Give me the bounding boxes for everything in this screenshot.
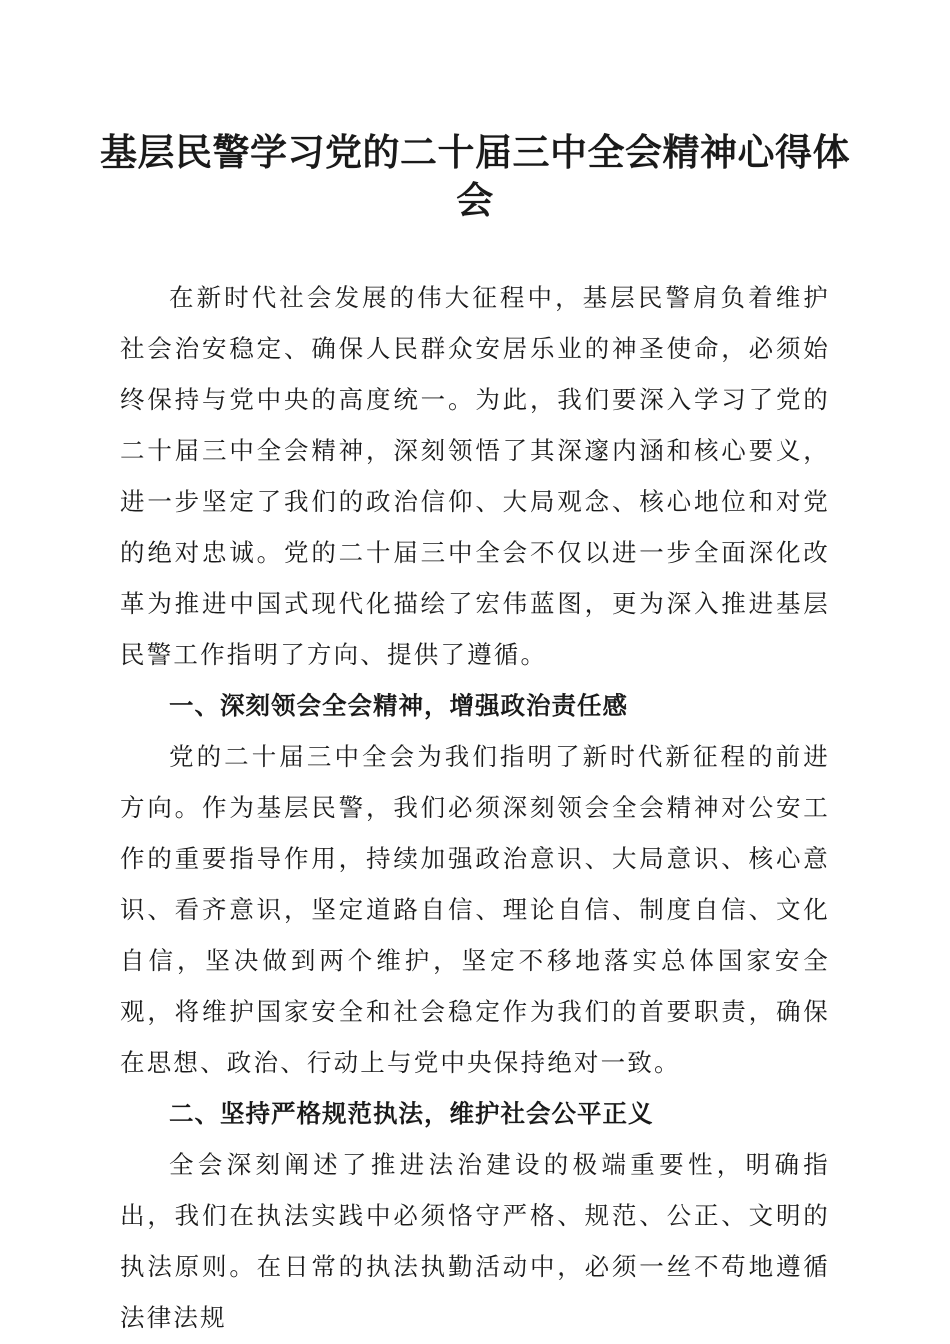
document-title: 基层民警学习党的二十届三中全会精神心得体会: [100, 130, 850, 222]
section-paragraph-2: 全会深刻阐述了推进法治建设的极端重要性，明确指出，我们在执法实践中必须恪守严格、规范、公正、文明的执法原则。在日常的执法执勤活动中，必须一丝不苟地遵循法律法规: [120, 1150, 830, 1332]
section-paragraph-1: 党的二十届三中全会为我们指明了新时代新征程的前进方向。作为基层民警，我们必须深刻领会全会精神对公安工作的重要指导作用，持续加强政治意识、大局意识、核心意识、看齐意识，坚定道路自信、理论自信、制度自信、文化自信，坚决做到两个维护，坚定不移地落实总体国家安全观，将维护国家安全和社会稳定作为我们的首要职责，确保在思想、政治、行动上与党中央保持绝对一致。: [120, 742, 830, 1077]
section-heading-1: 一、深刻领会全会精神，增强政治责任感: [169, 691, 628, 720]
section-heading-2: 二、坚持严格规范执法，维护社会公平正义: [169, 1099, 654, 1128]
document-body: [120, 272, 830, 1343]
intro-paragraph: 在新时代社会发展的伟大征程中，基层民警肩负着维护社会治安稳定、确保人民群众安居乐业的神圣使命，必须始终保持与党中央的高度统一。为此，我们要深入学习了党的二十届三中全会精神，深刻领悟了其深邃内涵和核心要义，进一步坚定了我们的政治信仰、大局观念、核心地位和对党的绝对忠诚。党的二十届三中全会不仅以进一步全面深化改革为推进中国式现代化描绘了宏伟蓝图，更为深入推进基层民警工作指明了方向、提供了遵循。: [120, 283, 830, 669]
